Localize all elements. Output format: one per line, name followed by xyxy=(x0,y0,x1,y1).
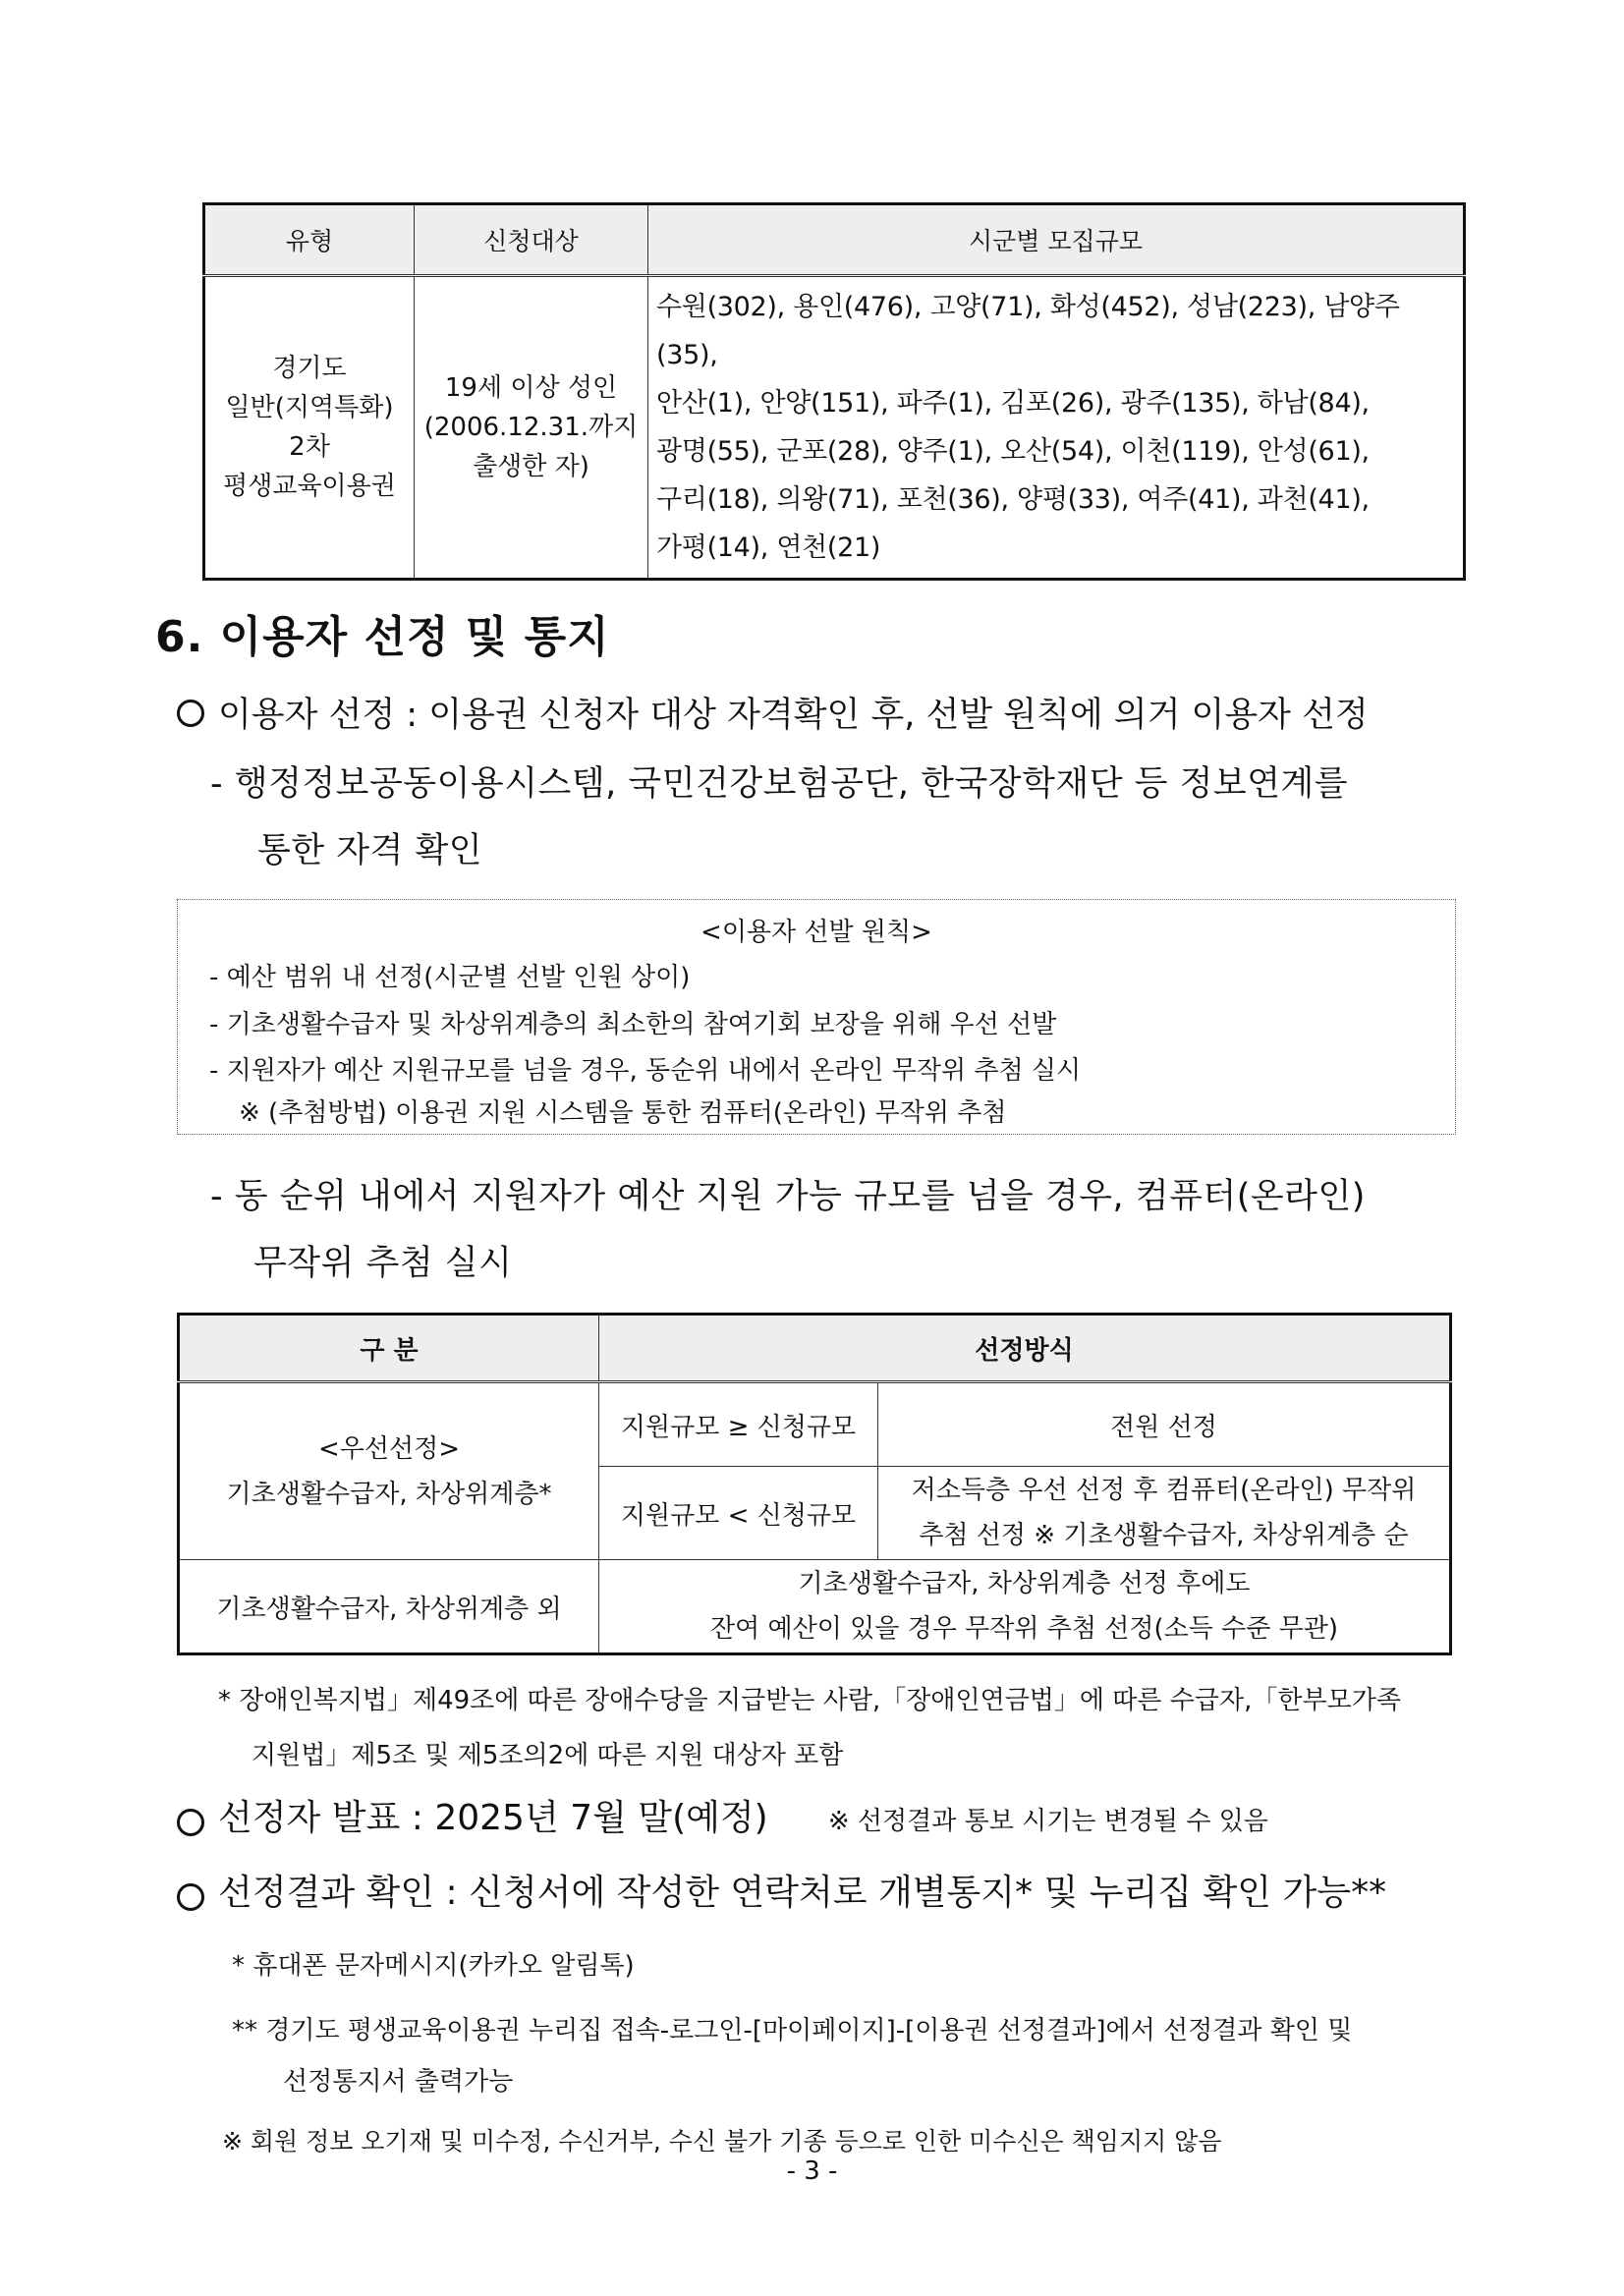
footnote-line1: * 장애인복지법」제49조에 따른 장애수당을 지급받는 사람,「장애인연금법」에 따른 수급자,「한부모가족 xyxy=(218,1686,1401,1715)
type-line: 2차 xyxy=(289,432,330,462)
cell-cond2: 지원규모 < 신청규모 xyxy=(599,1467,878,1560)
col-header-category: 구 분 xyxy=(179,1315,599,1382)
type-line: 일반(지역특화) xyxy=(225,393,394,422)
circle-bullet-icon xyxy=(177,700,204,727)
circle-bullet-icon xyxy=(177,1883,204,1911)
target-line: 19세 이상 성인 xyxy=(444,373,618,403)
section-title: 6. 이용자 선정 및 통지 xyxy=(155,612,610,662)
cell-cond1: 지원규모 ≥ 신청규모 xyxy=(599,1382,878,1467)
confirm-line xyxy=(177,1865,1386,1915)
priority-target: 기초생활수급자, 차상위계층* xyxy=(226,1479,552,1509)
announce-note: ※ 선정결과 통보 시기는 변경될 수 있음 xyxy=(827,1807,1268,1836)
page-number: - 3 - xyxy=(786,2156,838,2186)
region-line: 안산(1), 안양(151), 파주(1), 김포(26), 광주(135), 하남(84), xyxy=(656,388,1370,419)
cell-other-result xyxy=(599,1560,1451,1654)
box-title: <이용자 선발 원칙> xyxy=(700,918,932,947)
region-line: 수원(302), 용인(476), 고양(71), 화성(452), 성남(223), 남양주(35), xyxy=(656,292,1400,370)
announce-text: 선정자 발표 : 2025년 7월 말(예정) xyxy=(218,1798,768,1838)
type-line: 경기도 xyxy=(272,354,347,383)
cell-result1: 전원 선정 xyxy=(878,1382,1451,1467)
cell-target xyxy=(415,276,648,580)
other-result-line: 잔여 예산이 있을 경우 무작위 추첨 선정(소득 수준 무관) xyxy=(710,1614,1338,1644)
region-line: 구리(18), 의왕(71), 포천(36), 양평(33), 여주(41), 과천(41), xyxy=(656,484,1370,515)
note-star: * 휴대폰 문자메시지(카카오 알림톡) xyxy=(232,1951,635,1981)
box-line: ※ (추첨방법) 이용권 지원 시스템을 통한 컴퓨터(온라인) 무작위 추첨 xyxy=(239,1098,1007,1128)
target-line: 출생한 자) xyxy=(473,452,589,481)
cell-other: 기초생활수급자, 차상위계층 외 xyxy=(179,1560,599,1654)
bullet-user-selection xyxy=(177,688,1369,737)
dash-qualification-line2: 통한 자격 확인 xyxy=(257,831,483,870)
announce-line xyxy=(177,1790,1268,1840)
note-dstar-line2: 선정통지서 출력가능 xyxy=(283,2067,514,2097)
cell-regions xyxy=(648,276,1465,580)
dash-qualification-line1: - 행정정보공동이용시스템, 국민건강보험공단, 한국장학재단 등 정보연계를 xyxy=(210,764,1349,804)
col-header-method: 선정방식 xyxy=(599,1315,1451,1382)
cell-result2 xyxy=(878,1467,1451,1560)
bullet-text: 이용자 선정 : 이용권 신청자 대상 자격확인 후, 선발 원칙에 의거 이용자 선정 xyxy=(218,696,1369,735)
selection-principles-box xyxy=(177,899,1456,1135)
box-line: - 예산 범위 내 선정(시군별 선발 인원 상이) xyxy=(209,963,691,992)
footnote-line2: 지원법」제5조 및 제5조의2에 따른 지원 대상자 포함 xyxy=(252,1741,844,1770)
region-line: 가평(14), 연천(21) xyxy=(656,532,881,563)
dash-lottery-line1: - 동 순위 내에서 지원자가 예산 지원 가능 규모를 넘을 경우, 컴퓨터(온라인) xyxy=(210,1177,1366,1216)
type-line: 평생교육이용권 xyxy=(223,472,396,501)
circle-bullet-icon xyxy=(177,1809,204,1836)
note-reference: ※ 회원 정보 오기재 및 미수정, 수신거부, 수신 불가 기종 등으로 인한 미수신은 책임지지 않음 xyxy=(222,2127,1222,2156)
priority-label: <우선선정> xyxy=(317,1433,461,1464)
box-line: - 기초생활수급자 및 차상위계층의 최소한의 참여기회 보장을 위해 우선 선발 xyxy=(209,1010,1057,1039)
other-result-line: 기초생활수급자, 차상위계층 선정 후에도 xyxy=(798,1569,1251,1598)
result2-line: 저소득층 우선 선정 후 컴퓨터(온라인) 무작위 xyxy=(911,1476,1417,1505)
cell-priority xyxy=(179,1382,599,1560)
col-header-target: 신청대상 xyxy=(415,204,648,276)
box-line: - 지원자가 예산 지원규모를 넘을 경우, 동순위 내에서 온라인 무작위 추첨 실시 xyxy=(209,1056,1082,1086)
region-line: 광명(55), 군포(28), 양주(1), 오산(54), 이천(119), 안성(61), xyxy=(656,436,1370,467)
col-header-type: 유형 xyxy=(204,204,415,276)
note-dstar-line1: ** 경기도 평생교육이용권 누리집 접속-로그인-[마이페이지]-[이용권 선정결과]에서 선정결과 확인 및 xyxy=(232,2016,1353,2045)
recruitment-table xyxy=(202,202,1466,581)
cell-type xyxy=(204,276,415,580)
target-line: (2006.12.31.까지 xyxy=(423,413,639,442)
selection-method-table xyxy=(177,1313,1452,1655)
confirm-text: 선정결과 확인 : 신청서에 작성한 연락처로 개별통지* 및 누리집 확인 가능** xyxy=(218,1873,1387,1913)
result2-line: 추첨 선정 ※ 기초생활수급자, 차상위계층 순 xyxy=(919,1521,1409,1550)
col-header-scale: 시군별 모집규모 xyxy=(648,204,1465,276)
dash-lottery-line2: 무작위 추첨 실시 xyxy=(253,1244,513,1283)
